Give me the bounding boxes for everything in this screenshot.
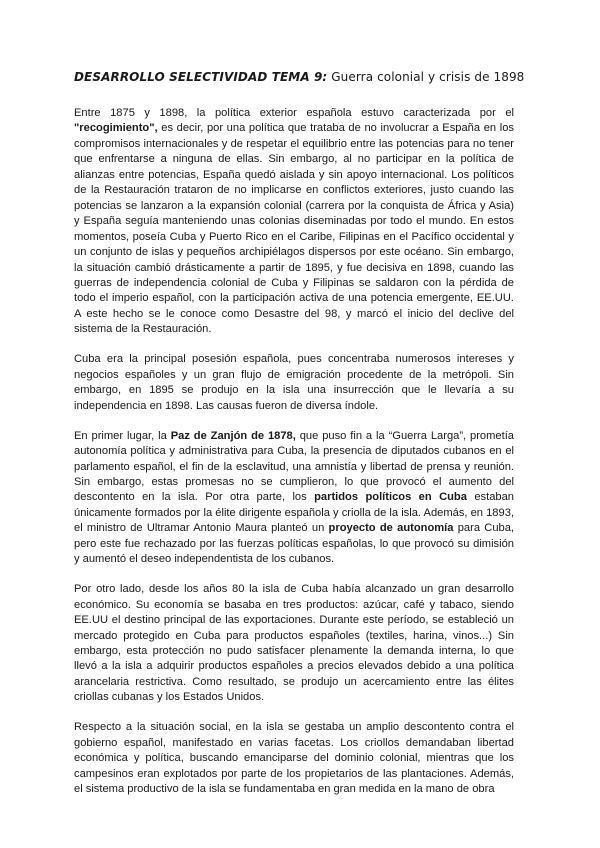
bold-term-paz-de-zanjon: Paz de Zanjón de 1878, [170,429,296,442]
paragraph-text: para Cuba, pero este fue rechazado por las fuerzas políticas españolas, lo que provocó su dimisión y aumentó el deseo independentista de los cubanos. [74,522,515,566]
paragraph-1 [74,106,514,338]
paragraph-text: Respecto a la situación social, en la isla se gestaba un amplio descontento contra el gobierno español, manifestado en varias facetas. Los criollos demandaban libertad económica y política, buscando emanciparse del dominio colonial, mientras que los campesinos eran explotados por parte de los propietarios de las plantaciones. Además, el sistema productivo de la isla se fundamentaba en gran medida en la mano de obra [74,721,514,796]
paragraph-text: estaban únicamente formados por la élite dirigente española y criolla de la isla. Además, en 1893, el ministro de Ultramar Antonio Maura planteó un [74,491,514,535]
paragraph-text: Cuba era la principal posesión española, pues concentraba numerosos intereses y negocios españoles y un gran flujo de emigración procedente de la metrópoli. Sin embargo, en 1895 se produjo en la isla una insurrección que le llevaría a su independencia en 1898. Las causas fueron de diversa índole. [74,353,514,412]
document-title [74,70,525,84]
bold-term-proyecto-autonomia: proyecto de autonomía [328,522,454,535]
paragraph-text: que puso fin a la “Guerra Larga”, prometía autonomía política y administrativa para Cuba, la presencia de diputados cubanos en el parlamento español, el fin de la esclavitud, una amnistía y libertad de prensa y reunión. Sin embargo, estas promesas no se cumplieron, lo que provocó el aumento del descontento en la isla. Por otra parte, los [74,429,514,504]
paragraph-text: En primer lugar, la [74,429,171,442]
paragraph-text: es decir, por una política que trataba de no involucrar a España en los compromisos internacionales y de respetar el equilibrio entre las potencias para no tener que enfrentarse a ninguna de ellas. Sin embargo, al no participar en la política de alianzas entre potencias, España quedó aislada y sin apoyo internacional. Los políticos de la Restauración trataron de no implicarse en conflictos exteriores, justo cuando las potencias se lanzaron a la expansión colonial (carrera por la conquista de África y Asia) y España seguía manteniendo unas colonias diseminadas por todo el mundo. En estos momentos, poseía Cuba y Puerto Rico en el Caribe, Filipinas en el Pacífico occidental y un conjunto de islas y pequeños archipiélagos dispersos por este océano. Sin embargo, la situación cambió drásticamente a partir de 1895, y fue decisiva en 1898, cuando las guerras de independencia colonial de Cuba y Filipinas se saldaron con la pérdida de todo el imperio español, con la participación activa de una potencia emergente, EE.UU. A este hecho se le conoce como Desastre del 98, y marcó el inicio del declive del sistema de la Restauración. [74,122,514,336]
paragraph-2 [74,352,514,414]
paragraph-4 [74,582,514,706]
title-subject: Guerra colonial y crisis de 1898 [327,70,525,84]
title-heading: DESARROLLO SELECTIVIDAD TEMA 9: [74,70,328,84]
paragraph-text: Por otro lado, desde los años 80 la isla de Cuba había alcanzado un gran desarrollo económico. Su economía se basaba en tres productos: azúcar, café y tabaco, siendo EE.UU el destino principal de las exportaciones. Durante este período, se estableció un mercado protegido en Cuba para productos españoles (textiles, harina, vinos...) Sin embargo, esta protección no pudo satisfacer plenamente la demanda interna, lo que llevó a la isla a adquirir productos españoles a precios elevados debido a una política arancelaria restrictiva. Como resultado, se produjo un acercamiento entre las élites criollas cubanas y los Estados Unidos. [74,583,514,704]
paragraph-text: Entre 1875 y 1898, la política exterior española estuvo caracterizada por el [74,107,514,119]
paragraph-5 [74,720,514,797]
bold-term-partidos-politicos: partidos políticos en Cuba [314,491,467,504]
paragraph-3 [74,429,514,568]
bold-term-recogimiento: "recogimiento", [74,122,158,135]
